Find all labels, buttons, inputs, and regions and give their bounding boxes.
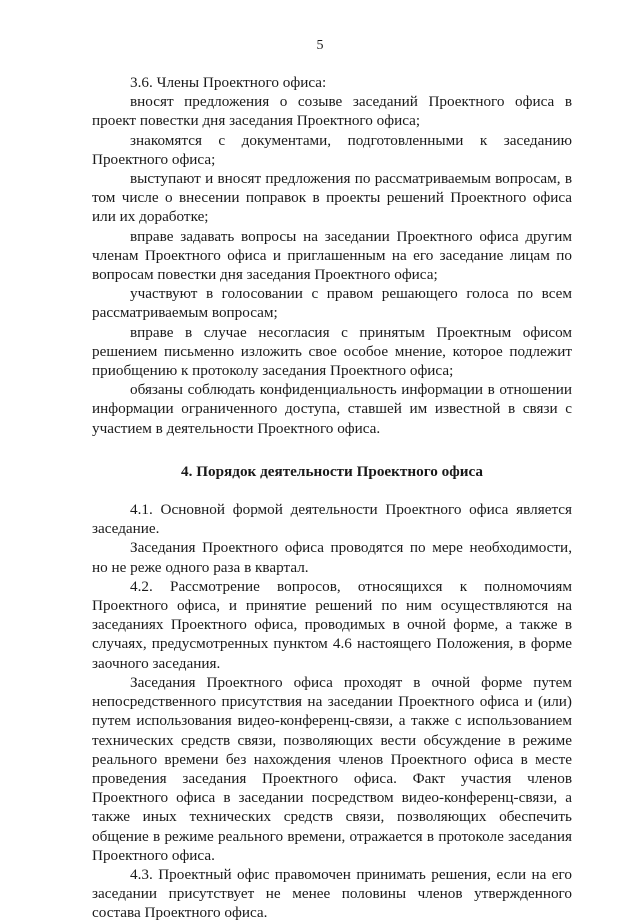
section-4-heading: 4. Порядок деятельности Проектного офиса <box>181 462 483 480</box>
document-body <box>92 73 572 923</box>
clause-3-6-item: вносят предложения о созыве заседаний Проектного офиса в проект повестки дня заседания Проектного офиса; <box>92 93 572 130</box>
page-number: 5 <box>316 38 324 53</box>
clause-4-1: 4.1. Основной формой деятельности Проектного офиса является заседание. <box>92 501 572 538</box>
clause-4-2: 4.2. Рассмотрение вопросов, относящихся к полномочиям Проектного офиса, и принятие решений по ним осуществляются на заседаниях Проектного офиса, проводимых в очной форме, а также в случаях, предусмотренных пунктом 4.6 настоящего Положения, в форме заочного заседания. <box>92 577 572 672</box>
clause-4-3: 4.3. Проектный офис правомочен принимать решения, если на его заседании присутствует не менее половины членов утвержденного состава Проектного офиса. <box>92 865 572 922</box>
clause-4-2-meeting-form: Заседания Проектного офиса проходят в очной форме путем непосредственного присутствия на заседании Проектного офиса и (или) путем использования видео-конференц-связи, а также с использованием технических средств связи, позволяющих вести обсуждение в режиме реального времени без нахождения членов Проектного офиса в месте проведения заседания Проектного офиса. Факт участия членов Проектного офиса в заседании посредством видео-конференц-связи, а также иных технических средств связи, позволяющих обеспечить общение в режиме реального времени, отражается в протоколе заседания Проектного офиса. <box>92 673 572 864</box>
clause-3-6-item: обязаны соблюдать конфиденциальность информации в отношении информации ограниченного доступа, ставшей им известной в связи с участием в деятельности Проектного офиса. <box>92 381 572 437</box>
clause-3-6-item: знакомятся с документами, подготовленными к заседанию Проектного офиса; <box>92 131 572 168</box>
clause-3-6-intro: 3.6. Члены Проектного офиса: <box>130 74 327 91</box>
clause-3-6-item: участвуют в голосовании с правом решающего голоса по всем рассматриваемым вопросам; <box>92 285 572 322</box>
clause-4-1-frequency: Заседания Проектного офиса проводятся по мере необходимости, но не реже одного раза в квартал. <box>92 539 572 576</box>
clause-3-6-item: вправе задавать вопросы на заседании Проектного офиса другим членам Проектного офиса и приглашенным на его заседание лицам по вопросам повестки дня заседания Проектного офиса; <box>92 227 572 284</box>
clause-3-6-item: вправе в случае несогласия с принятым Проектным офисом решением письменно изложить свое особое мнение, которое подлежит приобщению к протоколу заседания Проектного офиса; <box>92 323 572 380</box>
clause-3-6-item: выступают и вносят предложения по рассматриваемым вопросам, в том числе о внесении поправок в проекты решений Проектного офиса или их доработке; <box>92 170 572 226</box>
